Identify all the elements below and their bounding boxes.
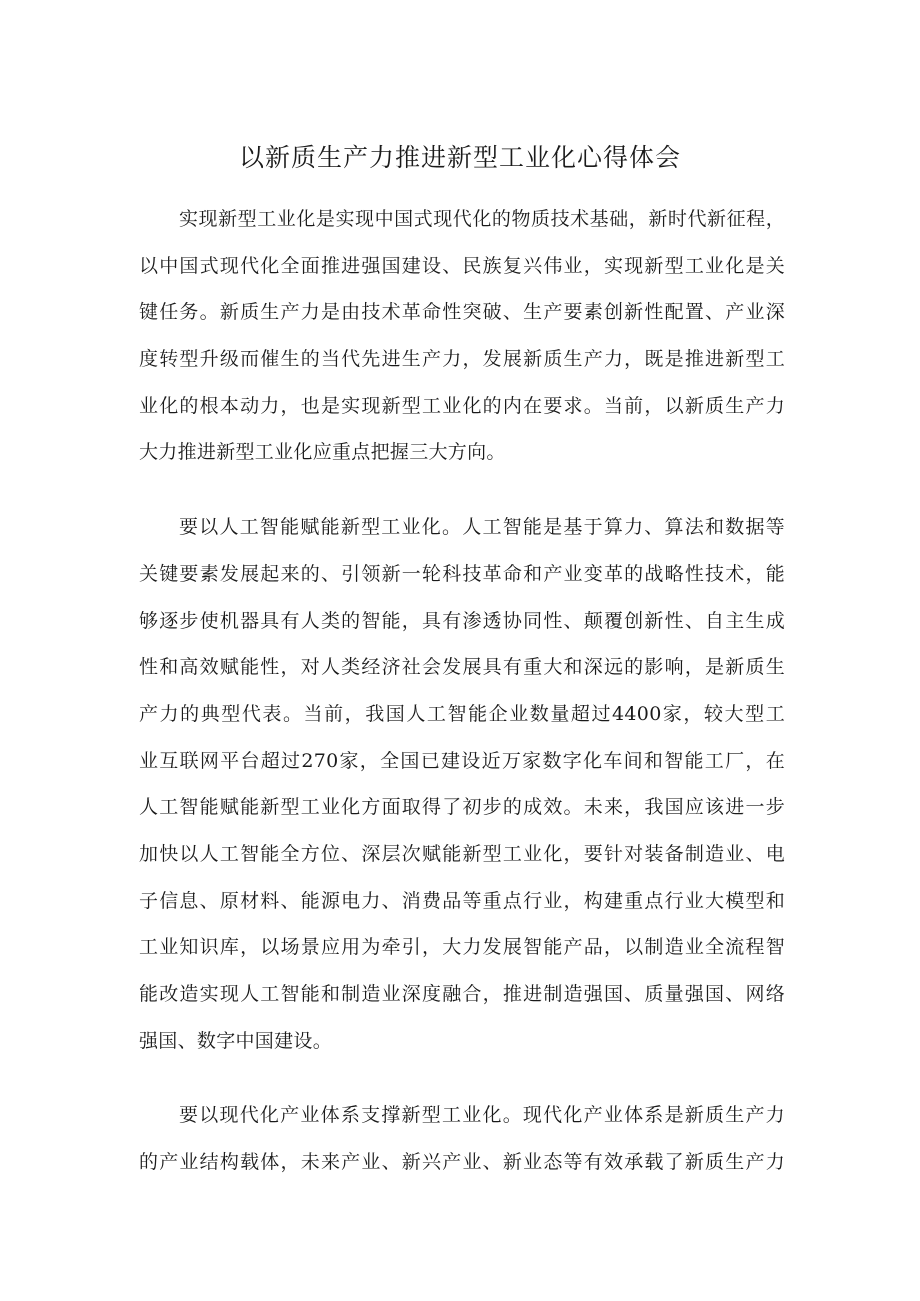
- text-line: 能改造实现人工智能和制造业深度融合，推进制造强国、质量强国、网络: [139, 983, 785, 1005]
- text-line: 加快以人工智能全方位、深层次赋能新型工业化，要针对装备制造业、电: [139, 842, 785, 865]
- text-line: 够逐步使机器具有人类的智能，具有渗透协同性、颠覆创新性、自主生成: [139, 609, 785, 632]
- paragraph-gap: [139, 476, 785, 504]
- text-line: 业互联网平台超过270家，全国已建设近万家数字化车间和智能工厂，在: [139, 749, 785, 772]
- text-line: 键任务。新质生产力是由技术革命性突破、生产要素创新性配置、产业深: [139, 301, 785, 324]
- text-line: 的产业结构载体，未来产业、新兴产业、新业态等有效承载了新质生产力: [139, 1151, 785, 1174]
- text-line: 度转型升级而催生的当代先进生产力，发展新质生产力，既是推进新型工: [139, 348, 785, 371]
- document-body: [139, 196, 785, 1186]
- text-line: 人工智能赋能新型工业化方面取得了初步的成效。未来，我国应该进一步: [139, 796, 785, 819]
- text-line: 产力的典型代表。当前，我国人工智能企业数量超过4400家，较大型工: [139, 702, 785, 725]
- paragraph: [139, 504, 785, 1064]
- text-line: 工业知识库，以场景应用为牵引，大力发展智能产品，以制造业全流程智: [139, 936, 785, 959]
- text-line: 要以现代化产业体系支撑新型工业化。现代化产业体系是新质生产力: [179, 1104, 785, 1127]
- document-title: 以新质生产力推进新型工业化心得体会: [238, 143, 681, 172]
- text-line: 子信息、原材料、能源电力、消费品等重点行业，构建重点行业大模型和: [139, 889, 785, 912]
- text-line: 实现新型工业化是实现中国式现代化的物质技术基础，新时代新征程，: [179, 208, 785, 230]
- text-line: 性和高效赋能性，对人类经济社会发展具有重大和深远的影响，是新质生: [139, 656, 785, 679]
- text-line: 以中国式现代化全面推进强国建设、民族复兴伟业，实现新型工业化是关: [139, 254, 785, 277]
- text-line: 业化的根本动力，也是实现新型工业化的内在要求。当前，以新质生产力: [139, 394, 785, 417]
- paragraph-gap: [139, 1064, 785, 1092]
- paragraph: [139, 1092, 785, 1185]
- text-line: 关键要素发展起来的、引领新一轮科技革命和产业变革的战略性技术，能: [139, 562, 785, 585]
- text-line: 要以人工智能赋能新型工业化。人工智能是基于算力、算法和数据等: [179, 516, 785, 539]
- paragraph: [139, 196, 785, 476]
- text-line: 大力推进新型工业化应重点把握三大方向。: [139, 441, 506, 464]
- text-line: 强国、数字中国建设。: [139, 1029, 333, 1052]
